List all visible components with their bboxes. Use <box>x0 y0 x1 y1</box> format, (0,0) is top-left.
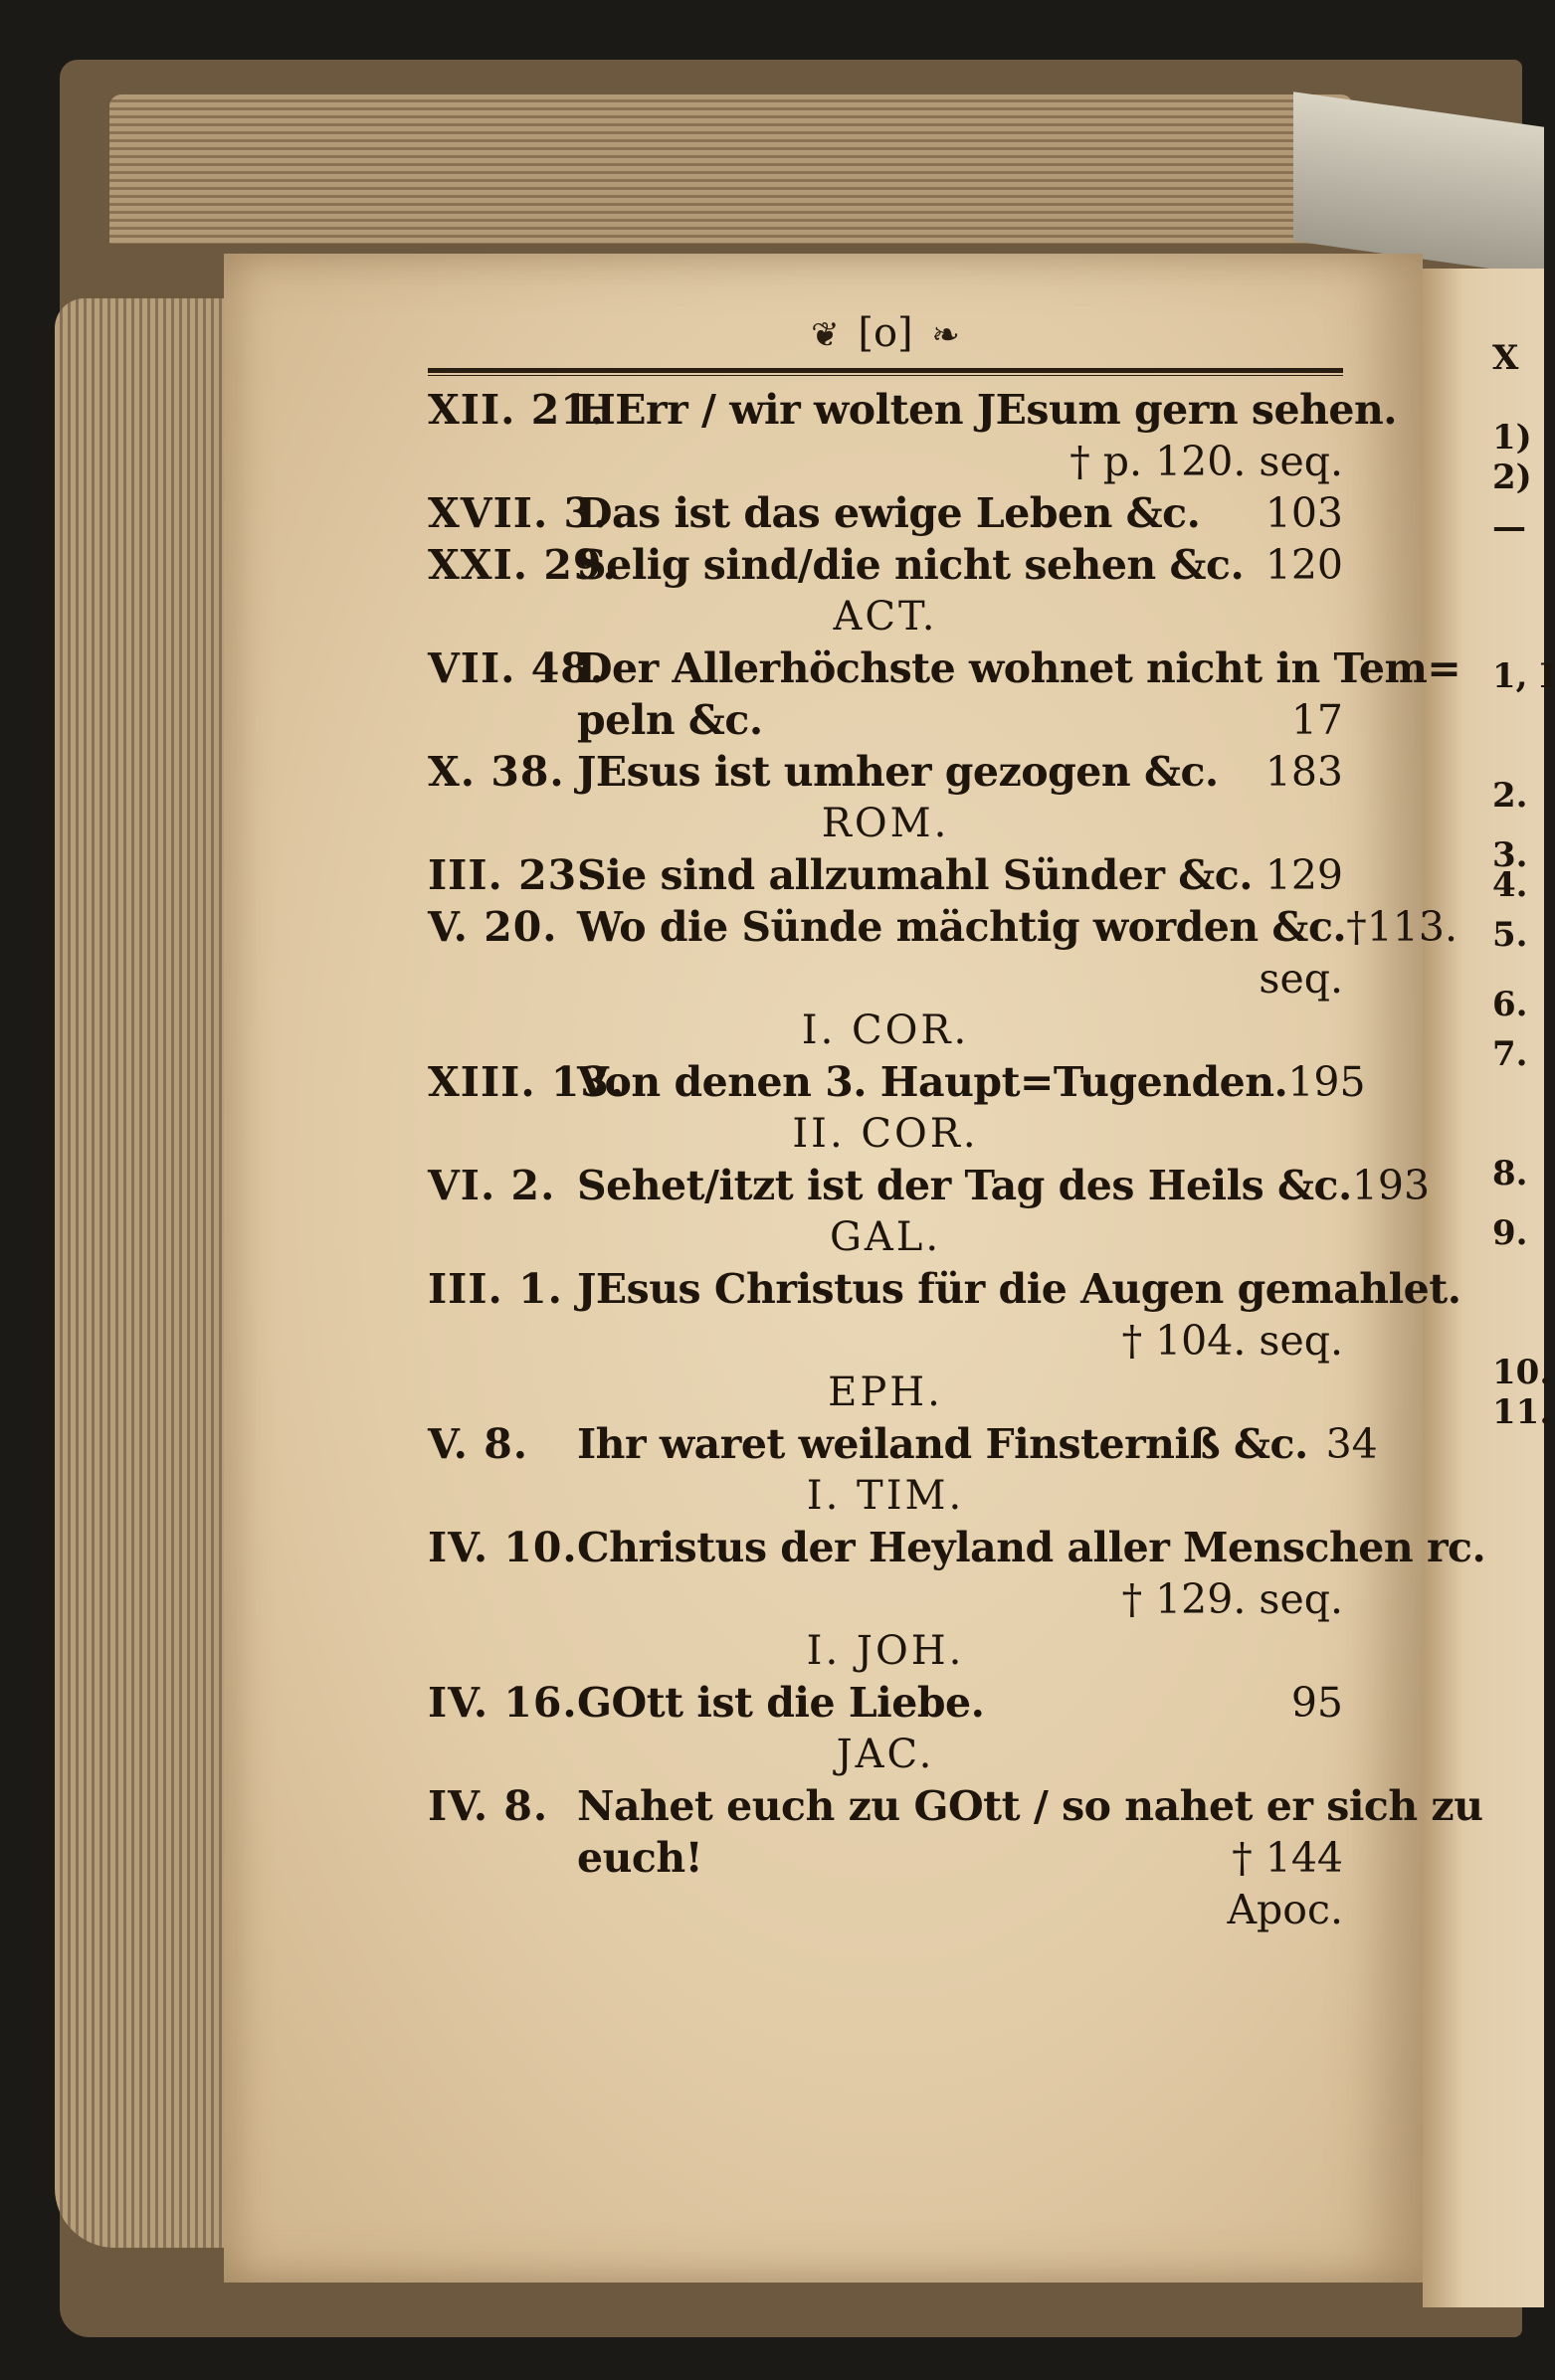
ornament-left-icon: ❦ <box>811 315 840 355</box>
index-entry <box>428 539 1343 591</box>
margin-number: 1, I <box>1492 656 1555 696</box>
book-heading: I. COR. <box>801 1007 970 1053</box>
index-entry <box>428 849 1343 901</box>
verse-reference: VI. 2. <box>428 1162 556 1209</box>
verse-text: peln &c. <box>577 696 763 744</box>
index-entry <box>428 1160 1431 1211</box>
entry-continuation <box>428 436 1343 487</box>
margin-number: — <box>1492 507 1526 547</box>
book-heading: JAC. <box>836 1732 935 1777</box>
verse-text: Das ist das ewige Leben &c. <box>577 489 1201 537</box>
index-entry <box>428 1263 1461 1315</box>
index-entry <box>428 1832 1343 1884</box>
page-reference: 195 <box>1287 1058 1366 1106</box>
verse-reference: XII. 21. <box>428 386 606 434</box>
book-heading: I. JOH. <box>806 1628 965 1674</box>
verse-text: Sie sind allzumahl Sünder &c. <box>577 851 1253 899</box>
page-header <box>428 298 1343 368</box>
verse-reference: IV. 8. <box>428 1782 549 1830</box>
page-number: [o] <box>858 310 913 356</box>
book-heading: I. TIM. <box>806 1473 965 1519</box>
margin-number: 11. <box>1492 1392 1552 1432</box>
margin-number: 9. <box>1492 1213 1528 1253</box>
index-entry <box>428 1056 1366 1108</box>
verse-reference: XIII. 13. <box>428 1058 626 1106</box>
entry-continuation <box>428 1315 1343 1367</box>
index-entry <box>428 384 1398 436</box>
book-heading: GAL. <box>829 1214 942 1260</box>
margin-number: 8. <box>1492 1154 1528 1193</box>
ornament-right-icon: ❧ <box>931 315 960 355</box>
page-reference: † 144 <box>1232 1834 1343 1882</box>
verse-text: Von denen 3. Haupt=Tugenden. <box>577 1058 1288 1106</box>
verse-text: JEsus ist umher gezogen &c. <box>577 748 1219 796</box>
entry-continuation <box>428 1573 1343 1625</box>
verse-reference: IV. 10. <box>428 1524 578 1571</box>
verse-text: Der Allerhöchste wohnet nicht in Tem= <box>577 644 1461 692</box>
verse-text: Nahet euch zu GOtt / so nahet er sich zu <box>577 1782 1483 1830</box>
book-heading: ROM. <box>821 801 950 846</box>
margin-number: 3. <box>1492 835 1528 875</box>
margin-number: 2) <box>1492 458 1532 497</box>
book-heading: ACT. <box>833 594 938 640</box>
verse-text: Sehet/itzt ist der Tag des Heils &c. <box>577 1162 1352 1209</box>
margin-number: 1) <box>1492 418 1532 458</box>
scripture-index <box>428 384 1486 1935</box>
verse-text: Wo die Sünde mächtig worden &c. <box>577 903 1347 951</box>
continuation-text: seq. <box>1259 955 1343 1003</box>
verse-reference: VII. 48. <box>428 644 606 692</box>
verse-text: HErr / wir wolten JEsum gern sehen. <box>577 386 1398 434</box>
index-entry <box>428 487 1343 539</box>
index-entry <box>428 1522 1486 1573</box>
page-reference: 183 <box>1264 748 1343 796</box>
margin-number: 2. <box>1492 776 1528 816</box>
index-entry <box>428 901 1458 953</box>
continuation-text: † 129. seq. <box>1121 1575 1343 1623</box>
margin-number: 10. <box>1492 1353 1552 1392</box>
page-reference: †113. <box>1346 903 1458 951</box>
margin-number: 5. <box>1492 915 1528 955</box>
verse-reference: V. 8. <box>428 1420 528 1468</box>
page-reference: 129 <box>1264 851 1343 899</box>
page-reference: 34 <box>1325 1420 1378 1468</box>
continuation-text: † 104. seq. <box>1121 1317 1343 1365</box>
index-page <box>428 298 1486 1935</box>
verse-text: Ihr waret weiland Finsterniß &c. <box>577 1420 1308 1468</box>
margin-number: X <box>1492 338 1519 378</box>
page-reference: 17 <box>1290 696 1343 744</box>
verse-reference: III. 1. <box>428 1265 563 1313</box>
margin-number: 4. <box>1492 865 1528 905</box>
book-heading: II. COR. <box>792 1111 979 1157</box>
verse-reference: X. 38. <box>428 748 565 796</box>
verse-text: Selig sind/die nicht sehen &c. <box>577 541 1245 589</box>
page-reference: 95 <box>1290 1679 1343 1727</box>
page-reference: 120 <box>1264 541 1343 589</box>
verse-text: JEsus Christus für die Augen gemahlet. <box>577 1265 1461 1313</box>
index-entry <box>428 642 1461 694</box>
page-edges-top <box>109 94 1353 244</box>
entry-continuation <box>428 953 1343 1005</box>
margin-number: 6. <box>1492 985 1528 1024</box>
verse-text: euch! <box>577 1834 703 1882</box>
book-heading: EPH. <box>828 1370 943 1415</box>
verse-text: Christus der Heyland aller Menschen rc. <box>577 1524 1486 1571</box>
entry-continuation <box>428 1884 1343 1935</box>
header-rule <box>428 368 1343 376</box>
continuation-text: † p. 120. seq. <box>1069 438 1343 485</box>
verse-reference: V. 20. <box>428 903 558 951</box>
index-entry <box>428 1677 1343 1729</box>
page-reference: 103 <box>1264 489 1343 537</box>
index-entry <box>428 694 1343 746</box>
verse-reference: XXI. 29. <box>428 541 618 589</box>
index-entry <box>428 1780 1483 1832</box>
continuation-text: Apoc. <box>1227 1886 1343 1933</box>
verse-reference: IV. 16. <box>428 1679 578 1727</box>
index-entry <box>428 1418 1378 1470</box>
page-reference: 193 <box>1351 1162 1431 1209</box>
index-entry <box>428 746 1343 798</box>
margin-number: 7. <box>1492 1034 1528 1074</box>
verse-reference: XVII. 3. <box>428 489 609 537</box>
verse-reference: III. 23. <box>428 851 593 899</box>
verse-text: GOtt ist die Liebe. <box>577 1679 985 1727</box>
